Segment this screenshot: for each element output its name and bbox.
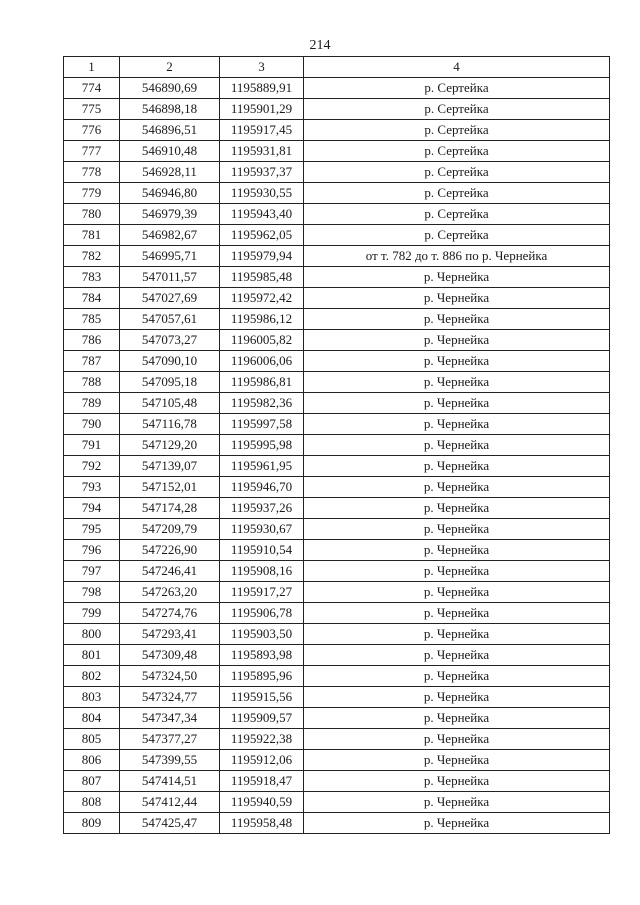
cell-description: р. Чернейка [304,351,610,372]
cell-x-coordinate: 546898,18 [120,99,220,120]
header-x-coordinate: 2 [120,57,220,78]
cell-y-coordinate: 1195930,67 [220,519,304,540]
cell-description: р. Чернейка [304,267,610,288]
cell-y-coordinate: 1195982,36 [220,393,304,414]
cell-y-coordinate: 1195937,37 [220,162,304,183]
table-row [64,246,610,267]
cell-description: р. Чернейка [304,414,610,435]
cell-x-coordinate: 547027,69 [120,288,220,309]
header-description: 4 [304,57,610,78]
table-row [64,624,610,645]
cell-y-coordinate: 1195917,45 [220,120,304,141]
header-y-coordinate: 3 [220,57,304,78]
cell-description: р. Чернейка [304,729,610,750]
cell-x-coordinate: 547263,20 [120,582,220,603]
cell-y-coordinate: 1195895,96 [220,666,304,687]
cell-description: р. Чернейка [304,792,610,813]
cell-description: от т. 782 до т. 886 по р. Чернейка [304,246,610,267]
cell-y-coordinate: 1195937,26 [220,498,304,519]
cell-y-coordinate: 1195912,06 [220,750,304,771]
cell-point-number: 783 [64,267,120,288]
cell-point-number: 776 [64,120,120,141]
table-row [64,393,610,414]
cell-x-coordinate: 547129,20 [120,435,220,456]
cell-x-coordinate: 547274,76 [120,603,220,624]
table-row [64,309,610,330]
cell-x-coordinate: 547293,41 [120,624,220,645]
cell-description: р. Чернейка [304,645,610,666]
cell-y-coordinate: 1195917,27 [220,582,304,603]
cell-y-coordinate: 1195958,48 [220,813,304,834]
cell-y-coordinate: 1196006,06 [220,351,304,372]
cell-x-coordinate: 547226,90 [120,540,220,561]
cell-description: р. Сертейка [304,183,610,204]
cell-y-coordinate: 1195906,78 [220,603,304,624]
cell-point-number: 782 [64,246,120,267]
cell-description: р. Сертейка [304,204,610,225]
cell-description: р. Чернейка [304,666,610,687]
cell-description: р. Чернейка [304,750,610,771]
cell-point-number: 800 [64,624,120,645]
cell-point-number: 798 [64,582,120,603]
cell-x-coordinate: 547095,18 [120,372,220,393]
cell-point-number: 794 [64,498,120,519]
table-row [64,792,610,813]
cell-x-coordinate: 546910,48 [120,141,220,162]
cell-description: р. Чернейка [304,288,610,309]
table-row [64,771,610,792]
cell-description: р. Чернейка [304,498,610,519]
cell-x-coordinate: 546946,80 [120,183,220,204]
cell-y-coordinate: 1196005,82 [220,330,304,351]
cell-x-coordinate: 547324,50 [120,666,220,687]
cell-y-coordinate: 1195972,42 [220,288,304,309]
table-row [64,540,610,561]
cell-x-coordinate: 546979,39 [120,204,220,225]
cell-point-number: 777 [64,141,120,162]
cell-description: р. Чернейка [304,372,610,393]
cell-description: р. Чернейка [304,771,610,792]
table-row [64,561,610,582]
table-row [64,141,610,162]
table-row [64,477,610,498]
cell-x-coordinate: 547309,48 [120,645,220,666]
table-row [64,435,610,456]
cell-x-coordinate: 547246,41 [120,561,220,582]
cell-point-number: 796 [64,540,120,561]
cell-y-coordinate: 1195889,91 [220,78,304,99]
table-row [64,687,610,708]
cell-description: р. Чернейка [304,393,610,414]
cell-description: р. Чернейка [304,603,610,624]
cell-x-coordinate: 546896,51 [120,120,220,141]
table-row [64,225,610,246]
cell-y-coordinate: 1195997,58 [220,414,304,435]
cell-x-coordinate: 547399,55 [120,750,220,771]
cell-description: р. Сертейка [304,120,610,141]
cell-x-coordinate: 547412,44 [120,792,220,813]
table-row [64,78,610,99]
table-body [64,78,610,834]
cell-point-number: 786 [64,330,120,351]
cell-x-coordinate: 547347,34 [120,708,220,729]
table-row [64,603,610,624]
table-row [64,351,610,372]
table-row [64,288,610,309]
table-row [64,645,610,666]
cell-description: р. Чернейка [304,519,610,540]
cell-y-coordinate: 1195962,05 [220,225,304,246]
header-row [64,57,610,78]
cell-x-coordinate: 547011,57 [120,267,220,288]
coordinates-table [63,56,610,834]
cell-x-coordinate: 547174,28 [120,498,220,519]
cell-point-number: 787 [64,351,120,372]
cell-x-coordinate: 547377,27 [120,729,220,750]
cell-point-number: 808 [64,792,120,813]
cell-y-coordinate: 1195918,47 [220,771,304,792]
cell-y-coordinate: 1195908,16 [220,561,304,582]
cell-point-number: 775 [64,99,120,120]
table-row [64,582,610,603]
cell-description: р. Чернейка [304,813,610,834]
table-row [64,750,610,771]
cell-point-number: 804 [64,708,120,729]
cell-description: р. Сертейка [304,162,610,183]
cell-point-number: 779 [64,183,120,204]
cell-x-coordinate: 547057,61 [120,309,220,330]
table-row [64,162,610,183]
cell-point-number: 789 [64,393,120,414]
cell-y-coordinate: 1195893,98 [220,645,304,666]
cell-point-number: 778 [64,162,120,183]
table-row [64,99,610,120]
cell-x-coordinate: 546982,67 [120,225,220,246]
cell-description: р. Чернейка [304,435,610,456]
cell-description: р. Сертейка [304,225,610,246]
cell-description: р. Чернейка [304,330,610,351]
table-row [64,183,610,204]
cell-point-number: 801 [64,645,120,666]
table-row [64,519,610,540]
cell-point-number: 802 [64,666,120,687]
cell-y-coordinate: 1195901,29 [220,99,304,120]
cell-y-coordinate: 1195909,57 [220,708,304,729]
cell-description: р. Чернейка [304,561,610,582]
cell-y-coordinate: 1195931,81 [220,141,304,162]
table-row [64,708,610,729]
table-row [64,204,610,225]
table-row [64,498,610,519]
cell-x-coordinate: 547116,78 [120,414,220,435]
cell-x-coordinate: 547139,07 [120,456,220,477]
cell-x-coordinate: 546928,11 [120,162,220,183]
cell-y-coordinate: 1195986,12 [220,309,304,330]
table-row [64,330,610,351]
cell-description: р. Чернейка [304,624,610,645]
cell-point-number: 788 [64,372,120,393]
table-row [64,666,610,687]
cell-y-coordinate: 1195922,38 [220,729,304,750]
table-row [64,372,610,393]
cell-point-number: 797 [64,561,120,582]
cell-y-coordinate: 1195961,95 [220,456,304,477]
cell-x-coordinate: 547425,47 [120,813,220,834]
table-row [64,456,610,477]
table-row [64,120,610,141]
cell-description: р. Чернейка [304,687,610,708]
cell-description: р. Сертейка [304,141,610,162]
cell-y-coordinate: 1195985,48 [220,267,304,288]
cell-point-number: 803 [64,687,120,708]
cell-x-coordinate: 547209,79 [120,519,220,540]
cell-x-coordinate: 547073,27 [120,330,220,351]
cell-y-coordinate: 1195915,56 [220,687,304,708]
cell-description: р. Чернейка [304,582,610,603]
page-number: 214 [309,38,331,53]
cell-point-number: 805 [64,729,120,750]
cell-description: р. Чернейка [304,708,610,729]
cell-x-coordinate: 547090,10 [120,351,220,372]
cell-point-number: 774 [64,78,120,99]
cell-x-coordinate: 547414,51 [120,771,220,792]
cell-x-coordinate: 547152,01 [120,477,220,498]
cell-description: р. Сертейка [304,78,610,99]
cell-x-coordinate: 546995,71 [120,246,220,267]
cell-point-number: 799 [64,603,120,624]
cell-y-coordinate: 1195986,81 [220,372,304,393]
table-row [64,813,610,834]
cell-point-number: 807 [64,771,120,792]
cell-point-number: 809 [64,813,120,834]
cell-description: р. Чернейка [304,309,610,330]
cell-description: р. Чернейка [304,540,610,561]
cell-point-number: 785 [64,309,120,330]
cell-point-number: 793 [64,477,120,498]
cell-x-coordinate: 546890,69 [120,78,220,99]
cell-point-number: 795 [64,519,120,540]
cell-y-coordinate: 1195943,40 [220,204,304,225]
table-header [64,57,610,78]
cell-point-number: 784 [64,288,120,309]
cell-point-number: 781 [64,225,120,246]
cell-description: р. Чернейка [304,456,610,477]
cell-point-number: 780 [64,204,120,225]
cell-x-coordinate: 547324,77 [120,687,220,708]
cell-y-coordinate: 1195946,70 [220,477,304,498]
cell-y-coordinate: 1195930,55 [220,183,304,204]
cell-point-number: 790 [64,414,120,435]
table-row [64,267,610,288]
cell-y-coordinate: 1195995,98 [220,435,304,456]
cell-x-coordinate: 547105,48 [120,393,220,414]
cell-description: р. Сертейка [304,99,610,120]
cell-point-number: 806 [64,750,120,771]
cell-y-coordinate: 1195979,94 [220,246,304,267]
cell-y-coordinate: 1195940,59 [220,792,304,813]
cell-description: р. Чернейка [304,477,610,498]
table-row [64,414,610,435]
cell-y-coordinate: 1195910,54 [220,540,304,561]
table-row [64,729,610,750]
cell-point-number: 791 [64,435,120,456]
header-point-number: 1 [64,57,120,78]
cell-point-number: 792 [64,456,120,477]
cell-y-coordinate: 1195903,50 [220,624,304,645]
